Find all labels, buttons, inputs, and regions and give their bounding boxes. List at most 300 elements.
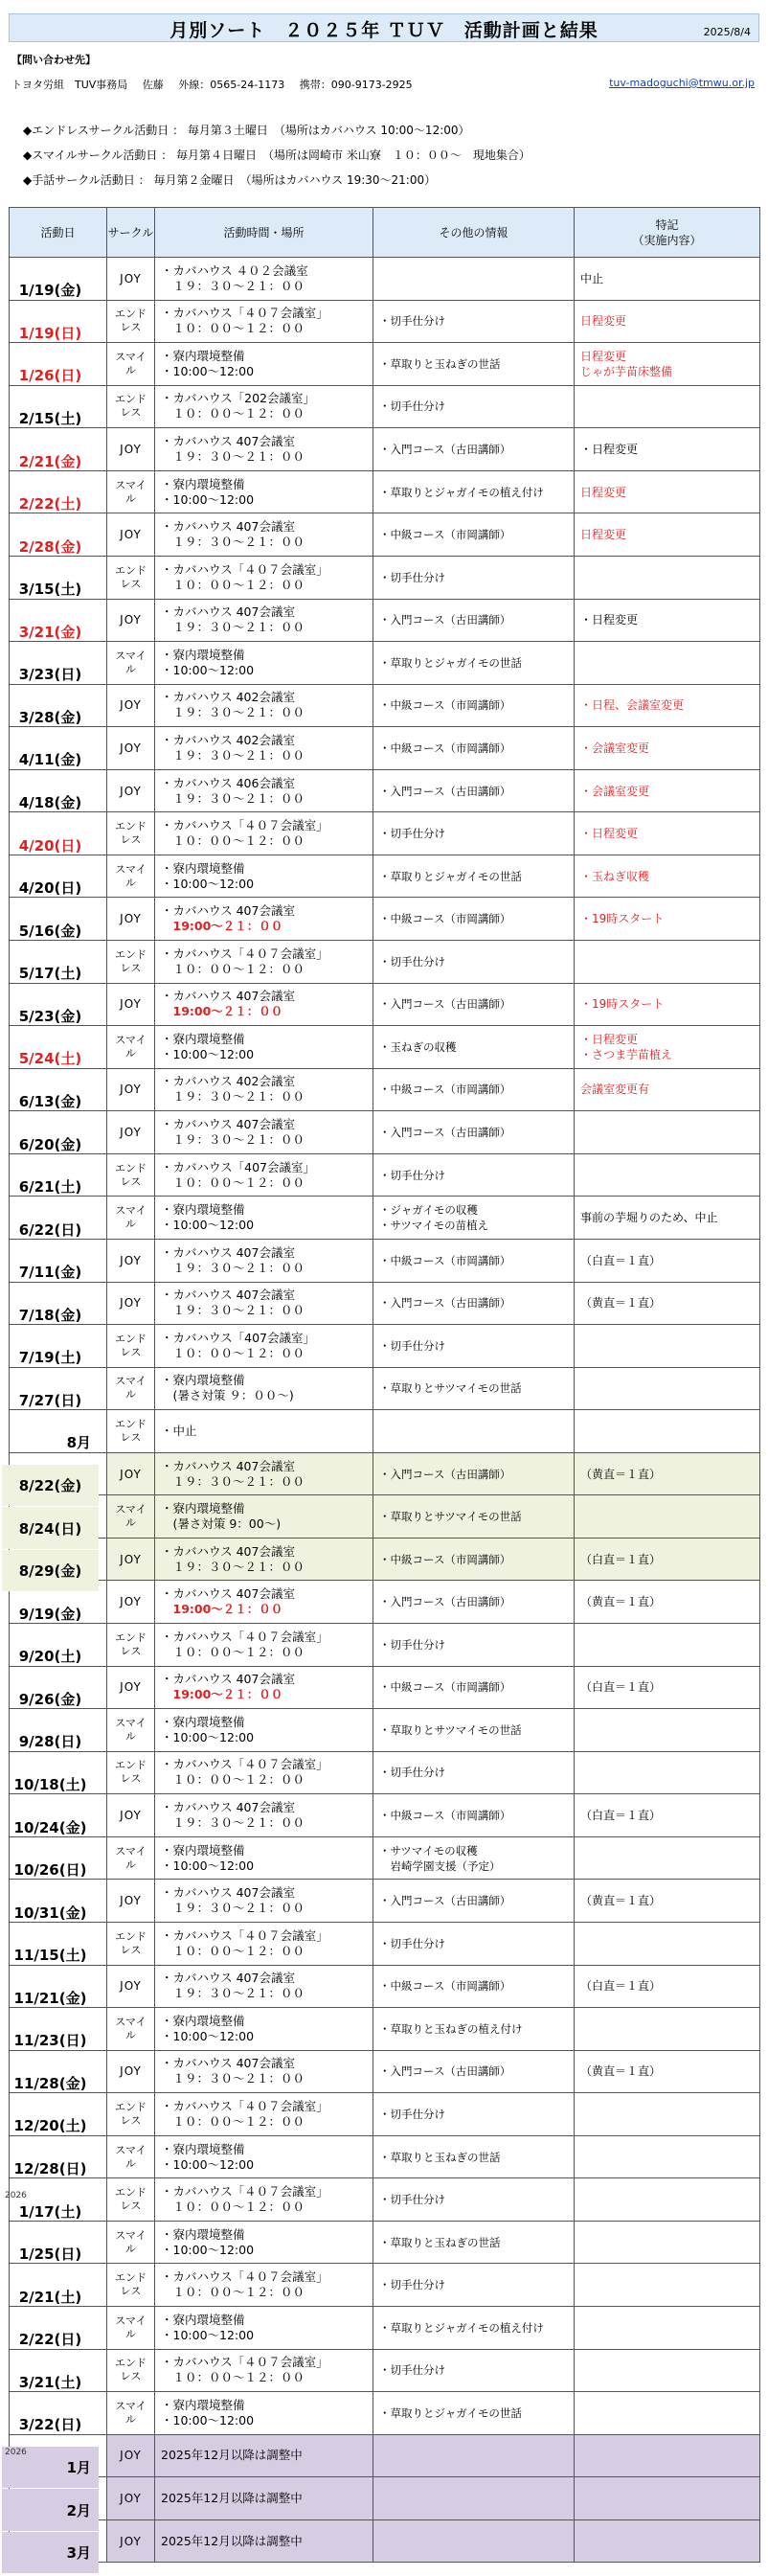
row-activity-place: ・カバハウス「４０７会議室」 xyxy=(161,306,328,321)
row-activity xyxy=(155,2477,373,2520)
row-note xyxy=(575,470,760,513)
row-activity-time: ・10:00～12:00 xyxy=(161,662,255,677)
row-circle: JOY xyxy=(107,769,155,812)
row-activity xyxy=(155,2307,373,2350)
row-activity-place: ・カバハウス「４０７会議室」 xyxy=(161,946,328,961)
table-row xyxy=(10,1111,760,1154)
row-date-text: 3/15(土) xyxy=(18,581,82,599)
row-circle: JOY xyxy=(107,1239,155,1282)
row-info xyxy=(373,2349,575,2392)
row-date xyxy=(2,1422,100,1465)
row-activity xyxy=(155,599,373,642)
row-activity-place: ・寮内環境整備 xyxy=(161,1031,245,1046)
row-note-line: ・日程変更 xyxy=(580,613,639,627)
row-info xyxy=(373,385,575,428)
row-info xyxy=(373,1068,575,1111)
row-activity-time: １９：３０～２１：００ xyxy=(161,535,305,550)
row-note xyxy=(575,1153,760,1197)
row-note-line: じゃが芋苗床整備 xyxy=(580,364,673,378)
row-note xyxy=(575,300,760,343)
row-activity-place: ・カバハウス 407会議室 xyxy=(161,519,295,535)
row-info-line: ・中級コース（市岡講師） xyxy=(379,912,511,926)
row-note-line: 日程変更 xyxy=(580,314,627,329)
row-activity-place: ・カバハウス「４０７会議室」 xyxy=(161,2098,328,2113)
row-note xyxy=(575,1751,760,1794)
row-date xyxy=(2,1763,100,1806)
row-info xyxy=(373,1325,575,1368)
row-date-text: 5/17(土) xyxy=(18,965,82,983)
row-info xyxy=(373,1666,575,1709)
row-circle: エンドレス xyxy=(107,300,155,343)
row-activity-time: １０：００～１２：００ xyxy=(161,2370,305,2385)
row-date-text: 2/28(金) xyxy=(18,537,82,556)
row-activity-time: (暑さ対策 ９：００～) xyxy=(161,1388,294,1403)
row-activity xyxy=(155,2519,373,2563)
row-info-line: ・入門コース（古田講師） xyxy=(379,784,511,798)
row-date-text: 2/21(土) xyxy=(18,2288,82,2306)
row-date-text: 10/24(金) xyxy=(13,1818,87,1836)
table-row xyxy=(10,2008,760,2051)
row-date-text: 9/26(金) xyxy=(18,1690,82,1708)
row-date xyxy=(2,1891,100,1934)
row-date xyxy=(2,739,100,782)
row-date xyxy=(2,2404,100,2447)
row-circle: JOY xyxy=(107,1794,155,1837)
table-row xyxy=(10,1153,760,1197)
row-circle: スマイル xyxy=(107,2392,155,2435)
row-info-line: ・草取りと玉ねぎの世話 xyxy=(379,356,501,371)
row-circle: JOY xyxy=(107,2050,155,2093)
row-info-line: ・切手仕分け xyxy=(379,1936,445,1950)
row-info-line: ・切手仕分け xyxy=(379,1766,445,1780)
row-note xyxy=(575,1922,760,1965)
row-date xyxy=(2,269,100,312)
row-activity-place: ・カバハウス「４０７会議室」 xyxy=(161,1757,328,1772)
row-info-line: ・入門コース（古田講師） xyxy=(379,443,511,457)
row-circle: エンドレス xyxy=(107,1922,155,1965)
row-info xyxy=(373,1794,575,1837)
row-activity xyxy=(155,1794,373,1837)
table-row xyxy=(10,1880,760,1923)
row-date xyxy=(2,2318,100,2361)
title-bar xyxy=(9,13,759,42)
row-note xyxy=(575,1197,760,1240)
contact-ext: 外線：0565-24-1173 xyxy=(178,79,285,91)
row-date-text: 11/21(金) xyxy=(13,1989,87,2007)
row-activity-time: ・10:00～12:00 xyxy=(161,2028,255,2043)
table-row xyxy=(10,1624,760,1667)
row-activity xyxy=(155,2135,373,2178)
row-activity-place: ・カバハウス 402会議室 xyxy=(161,732,295,747)
row-activity xyxy=(155,1880,373,1923)
row-activity-place: ・寮内環境整備 xyxy=(161,2226,245,2242)
table-row xyxy=(10,1794,760,1837)
row-note-line: ・日程変更 xyxy=(580,443,639,457)
row-note xyxy=(575,1410,760,1453)
row-circle: JOY xyxy=(107,1666,155,1709)
row-note xyxy=(575,2050,760,2093)
header-notes-line1: 特記 xyxy=(655,217,679,232)
header-date: 活動日 xyxy=(10,208,107,258)
row-date-text: 10/31(金) xyxy=(13,1904,87,1922)
table-header-row xyxy=(10,208,760,258)
row-info xyxy=(373,300,575,343)
row-date xyxy=(2,2232,100,2275)
row-activity-place: ・寮内環境整備 xyxy=(161,348,245,363)
row-activity xyxy=(155,1026,373,1069)
row-circle: JOY xyxy=(107,1581,155,1624)
row-date-text: 1/19(金) xyxy=(18,282,82,300)
table-row xyxy=(10,855,760,898)
row-activity-time: １０：００～１２：００ xyxy=(161,1772,305,1788)
row-info-line: ・切手仕分け xyxy=(379,399,445,414)
row-activity-time: １０：００～１２：００ xyxy=(161,1943,305,1958)
row-info-line: ・サツマイモの苗植え xyxy=(379,1219,489,1233)
row-date-text: 5/16(金) xyxy=(18,922,82,940)
row-info-line: ・玉ねぎの収穫 xyxy=(379,1039,457,1054)
row-activity xyxy=(155,1624,373,1667)
row-activity-time: (暑さ対策 9：00～) xyxy=(161,1516,282,1532)
row-activity-place: ・カバハウス「202会議室」 xyxy=(161,391,315,406)
row-activity-place: ・カバハウス 407会議室 xyxy=(161,989,295,1004)
activity-table xyxy=(5,207,760,2563)
table-row xyxy=(10,1325,760,1368)
row-note xyxy=(575,1495,760,1539)
table-row xyxy=(10,470,760,513)
row-circle: エンドレス xyxy=(107,385,155,428)
row-date xyxy=(2,1677,100,1721)
row-activity xyxy=(155,727,373,770)
row-date xyxy=(2,1037,100,1081)
page-title: 月別ソート ２０２５年 ＴＵＶ 活動計画と結果 xyxy=(169,20,599,41)
row-date-text: 11/23(日) xyxy=(13,2032,87,2050)
row-date xyxy=(2,1976,100,2019)
row-circle: JOY xyxy=(107,258,155,301)
row-info-line: ・草取りとジャガイモの世話 xyxy=(379,869,522,883)
row-note xyxy=(575,1325,760,1368)
row-date-text: 9/19(金) xyxy=(18,1605,82,1623)
row-activity-place: ・カバハウス 402会議室 xyxy=(161,690,295,705)
table-row xyxy=(10,556,760,599)
row-date xyxy=(2,994,100,1037)
row-date xyxy=(2,2446,100,2489)
row-date-text: 11/15(土) xyxy=(13,1947,87,1965)
table-row xyxy=(10,2349,760,2392)
row-info xyxy=(373,1452,575,1495)
row-note-line: 日程変更 xyxy=(580,485,627,499)
row-date-text: 4/11(金) xyxy=(18,751,82,769)
row-info xyxy=(373,2392,575,2435)
schedule-notes xyxy=(23,118,531,193)
row-activity-time: １０：００～１２：００ xyxy=(161,833,305,849)
row-info xyxy=(373,1581,575,1624)
row-info-line: ・草取りとジャガイモの植え付け xyxy=(379,485,544,499)
row-note xyxy=(575,556,760,599)
row-activity-time: ・10:00～12:00 xyxy=(161,2156,255,2172)
row-info xyxy=(373,1836,575,1880)
row-activity-time: １９：３０～２１：００ xyxy=(161,1260,305,1275)
row-date-text: 3/21(金) xyxy=(18,623,82,641)
row-date xyxy=(2,824,100,867)
contact-org: トヨタ労組 TUV事務局 xyxy=(11,79,128,91)
row-date-text: 2/21(金) xyxy=(18,452,82,470)
row-date-text: 7/27(日) xyxy=(18,1391,82,1409)
row-note xyxy=(575,2519,760,2563)
row-note xyxy=(575,2264,760,2307)
row-circle: JOY xyxy=(107,1880,155,1923)
table-row xyxy=(10,599,760,642)
row-activity-time: ・10:00～12:00 xyxy=(161,1218,255,1233)
row-circle: エンドレス xyxy=(107,2093,155,2136)
row-date-text: 4/20(日) xyxy=(18,879,82,898)
row-activity xyxy=(155,1367,373,1410)
row-date xyxy=(2,1592,100,1635)
row-note-line: ・日程変更 xyxy=(580,1032,639,1046)
row-activity-place: ・カバハウス 407会議室 xyxy=(161,434,295,449)
row-circle: JOY xyxy=(107,727,155,770)
row-date xyxy=(2,866,100,909)
row-note xyxy=(575,2307,760,2350)
table-row xyxy=(10,1666,760,1709)
row-info xyxy=(373,1282,575,1325)
row-activity xyxy=(155,2221,373,2264)
row-info-line: ・中級コース（市岡講師） xyxy=(379,1552,511,1566)
row-date xyxy=(2,1549,100,1592)
row-circle: スマイル xyxy=(107,2135,155,2178)
table-row xyxy=(10,1367,760,1410)
row-info xyxy=(373,1709,575,1752)
row-note-line: ・会議室変更 xyxy=(580,784,650,798)
contact-heading: 【問い合わせ先】 xyxy=(11,54,96,66)
row-info xyxy=(373,898,575,941)
row-note xyxy=(575,385,760,428)
row-activity-place: ・カバハウス 406会議室 xyxy=(161,775,295,790)
row-date-text: 4/20(日) xyxy=(18,836,82,855)
row-note-line: （白直＝１直） xyxy=(580,1253,662,1267)
row-info-line: ・中級コース（市岡講師） xyxy=(379,1253,511,1267)
table-row xyxy=(10,2135,760,2178)
row-date-text: 6/20(金) xyxy=(18,1135,82,1153)
row-note xyxy=(575,1880,760,1923)
row-note xyxy=(575,642,760,685)
row-note xyxy=(575,599,760,642)
row-activity-time: １９：３０～２１：００ xyxy=(161,2071,305,2086)
row-info xyxy=(373,1922,575,1965)
table-row xyxy=(10,1452,760,1495)
row-activity-time: １９：３０～２１：００ xyxy=(161,449,305,465)
row-info xyxy=(373,941,575,984)
row-info-line: ・草取りとジャガイモの世話 xyxy=(379,655,522,670)
row-year: 2026 xyxy=(5,2191,27,2201)
row-circle: スマイル xyxy=(107,1197,155,1240)
row-note-line: 日程変更 xyxy=(580,528,627,542)
row-activity xyxy=(155,855,373,898)
row-activity xyxy=(155,1239,373,1282)
row-activity-time: １０：００～１２：００ xyxy=(161,1345,305,1360)
row-activity-place: ・寮内環境整備 xyxy=(161,860,245,876)
row-date xyxy=(2,2360,100,2404)
row-circle: スマイル xyxy=(107,1026,155,1069)
row-info xyxy=(373,2477,575,2520)
table-row xyxy=(10,2307,760,2350)
row-circle: JOY xyxy=(107,1452,155,1495)
row-note xyxy=(575,812,760,855)
row-activity xyxy=(155,1922,373,1965)
table-row xyxy=(10,1197,760,1240)
row-info-line: ・草取りとサツマイモの世話 xyxy=(379,1722,522,1737)
row-circle: スマイル xyxy=(107,2221,155,2264)
table-row xyxy=(10,1922,760,1965)
row-note xyxy=(575,684,760,727)
row-note xyxy=(575,1282,760,1325)
row-date-text: 10/18(土) xyxy=(13,1775,87,1793)
row-circle: エンドレス xyxy=(107,941,155,984)
row-activity-place: ・寮内環境整備 xyxy=(161,2312,245,2327)
contact-mobile: 携帯：090-9173-2925 xyxy=(299,79,413,91)
row-date xyxy=(2,1208,100,1251)
row-date-text: 9/28(日) xyxy=(18,1733,82,1751)
row-note-line: （白直＝１直） xyxy=(580,1979,662,1994)
header-time-place: 活動時間・場所 xyxy=(155,208,373,258)
row-note xyxy=(575,1709,760,1752)
row-circle: エンドレス xyxy=(107,1624,155,1667)
row-activity-place: ・カバハウス 407会議室 xyxy=(161,1971,295,1986)
row-date-text: 3/23(日) xyxy=(18,666,82,684)
row-activity-place: ・カバハウス「４０７会議室」 xyxy=(161,2355,328,2370)
row-info xyxy=(373,1410,575,1453)
row-activity-place: ・寮内環境整備 xyxy=(161,647,245,662)
row-activity-time: ・10:00～12:00 xyxy=(161,363,255,378)
row-note-line: 会議室変更有 xyxy=(580,1083,650,1097)
table-row xyxy=(10,812,760,855)
row-info-line: ・切手仕分け xyxy=(379,2278,445,2292)
row-activity xyxy=(155,769,373,812)
row-note-line: （黄直＝１直） xyxy=(580,1467,662,1481)
row-activity-place: ・カバハウス 407会議室 xyxy=(161,1672,295,1687)
table-row xyxy=(10,343,760,386)
row-info-line: ・切手仕分け xyxy=(379,1338,445,1353)
row-date xyxy=(2,1165,100,1208)
row-activity-time: ・10:00～12:00 xyxy=(161,2412,255,2428)
header-info: その他の情報 xyxy=(373,208,575,258)
row-circle: JOY xyxy=(107,2477,155,2520)
row-activity xyxy=(155,385,373,428)
row-info xyxy=(373,1026,575,1069)
row-activity-place: ・カバハウス ４０２会議室 xyxy=(161,262,308,278)
row-note xyxy=(575,2093,760,2136)
row-circle: JOY xyxy=(107,428,155,471)
row-activity xyxy=(155,1153,373,1197)
table-row xyxy=(10,727,760,770)
row-circle: JOY xyxy=(107,983,155,1026)
row-circle: JOY xyxy=(107,1538,155,1581)
row-info-line: ・草取りとサツマイモの世話 xyxy=(379,1510,522,1524)
row-info xyxy=(373,684,575,727)
row-circle: JOY xyxy=(107,684,155,727)
row-activity xyxy=(155,812,373,855)
row-note-line: （黄直＝１直） xyxy=(580,1296,662,1311)
row-note-line: ・玉ねぎ収穫 xyxy=(580,869,650,883)
row-info xyxy=(373,470,575,513)
row-activity-time: １０：００～１２：００ xyxy=(161,961,305,976)
table-row xyxy=(10,2093,760,2136)
row-note xyxy=(575,983,760,1026)
row-activity xyxy=(155,258,373,301)
row-note xyxy=(575,2434,760,2477)
row-circle: エンドレス xyxy=(107,1153,155,1197)
row-info xyxy=(373,1239,575,1282)
table-row xyxy=(10,1026,760,1069)
row-activity-place: ・カバハウス 407会議室 xyxy=(161,1885,295,1901)
row-date xyxy=(2,354,100,398)
row-activity xyxy=(155,343,373,386)
row-date-text: 3/28(金) xyxy=(18,708,82,726)
row-date xyxy=(2,2062,100,2105)
row-activity-place: ・寮内環境整備 xyxy=(161,1842,245,1858)
row-note xyxy=(575,343,760,386)
row-info-line: ・入門コース（古田講師） xyxy=(379,2064,511,2079)
row-activity-place: ・寮内環境整備 xyxy=(161,1714,245,1729)
row-activity-time: １０：００～１２：００ xyxy=(161,2113,305,2129)
row-activity xyxy=(155,1325,373,1368)
row-activity-time: ・10:00～12:00 xyxy=(161,2242,255,2257)
row-activity xyxy=(155,1452,373,1495)
row-date-text: 3月 xyxy=(66,2544,91,2563)
row-info-line: ・入門コース（古田講師） xyxy=(379,1296,511,1311)
contact-email-link[interactable]: tuv-madoguchi@tmwu.or.jp xyxy=(609,77,755,89)
table-row xyxy=(10,983,760,1026)
row-info-line: ・切手仕分け xyxy=(379,314,445,329)
document-date: 2025/8/4 xyxy=(703,26,751,38)
row-date-text: 3/22(日) xyxy=(18,2416,82,2434)
row-note-line: ・19時スタート xyxy=(580,997,665,1012)
row-activity-time: ・10:00～12:00 xyxy=(161,2327,255,2342)
row-date xyxy=(2,952,100,995)
row-info-line: ・切手仕分け xyxy=(379,2107,445,2121)
row-date-text: 8月 xyxy=(66,1434,91,1452)
row-date xyxy=(2,1250,100,1293)
row-note xyxy=(575,1239,760,1282)
row-date xyxy=(2,440,100,483)
row-info xyxy=(373,983,575,1026)
row-activity-time: １９：３０～２１：００ xyxy=(161,1901,305,1916)
row-activity xyxy=(155,2392,373,2435)
row-activity-time: １９：３０～２１：００ xyxy=(161,1815,305,1831)
row-circle: スマイル xyxy=(107,1495,155,1539)
row-activity-time: １９：３０～２１：００ xyxy=(161,1132,305,1148)
row-date-text: 12/20(土) xyxy=(13,2117,87,2135)
row-date-text: 1/25(日) xyxy=(18,2245,82,2264)
row-info-line: ・中級コース（市岡講師） xyxy=(379,1083,511,1097)
row-info xyxy=(373,1624,575,1667)
row-note xyxy=(575,2135,760,2178)
row-activity xyxy=(155,1836,373,1880)
row-note-line: （白直＝１直） xyxy=(580,1552,662,1566)
row-date-text: 1/26(日) xyxy=(18,367,82,385)
table-row xyxy=(10,684,760,727)
row-circle: エンドレス xyxy=(107,2264,155,2307)
row-activity xyxy=(155,1197,373,1240)
row-note xyxy=(575,1538,760,1581)
header-notes-line2: （実施内容） xyxy=(632,233,702,247)
row-date-text: 11/28(金) xyxy=(13,2074,87,2092)
row-activity-time: １０：００～１２：００ xyxy=(161,406,305,422)
row-date-text: 6/13(金) xyxy=(18,1092,82,1110)
row-date-text: 1/17(土) xyxy=(18,2202,82,2221)
row-activity-time: １９：３０～２１：００ xyxy=(161,1986,305,2001)
table-row xyxy=(10,769,760,812)
row-info xyxy=(373,1880,575,1923)
